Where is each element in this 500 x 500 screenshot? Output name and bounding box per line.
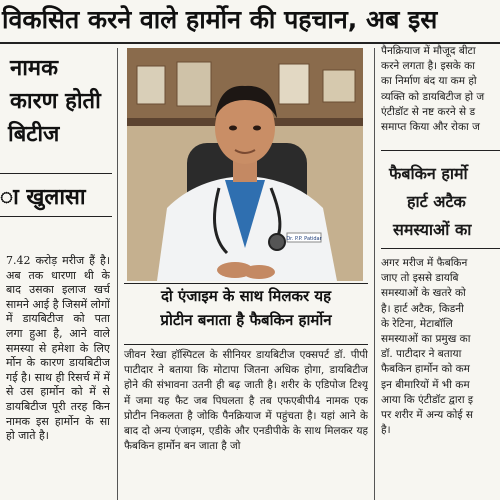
right-body-line: पर शरीर में अन्य कोई स xyxy=(381,409,473,422)
left-heading-line: नामक xyxy=(10,56,58,81)
right-rule xyxy=(381,248,500,249)
name-tag-text: Dr. P.P. Patidar xyxy=(286,236,322,242)
right-body-line: समस्याओं का प्रमुख का xyxy=(381,333,471,346)
right-body-line: इन बीमारियों में भी कम xyxy=(381,378,470,391)
left-rule xyxy=(0,173,112,174)
left-rule xyxy=(0,216,112,217)
right-heading-line: फैबकिन हार्मो xyxy=(389,164,468,183)
right-top-line: व्यक्ति को डायबिटीज हो ज xyxy=(381,90,485,103)
right-body-line: आया कि एंटीडॉट द्वारा इ xyxy=(381,393,474,406)
right-column-heading xyxy=(381,160,500,244)
right-body-line: अगर मरीज में फैबकिन xyxy=(381,257,468,269)
right-top-text xyxy=(381,44,500,135)
right-top-line: पैनक्रियाज में मौजूद बीटा xyxy=(381,45,476,57)
headline: विकसित करने वाले हार्मोन की पहचान, अब इस xyxy=(2,5,438,34)
left-heading-line: बिटीज xyxy=(8,122,60,147)
doctor-illustration xyxy=(127,48,363,281)
right-body-line: के रेटिना, मेटाबॉलि xyxy=(381,317,453,330)
right-body-line: डॉ. पाटीदार ने बताया xyxy=(381,348,462,361)
right-heading-line: समस्याओं का xyxy=(393,220,472,239)
column-divider xyxy=(117,48,118,500)
photo-caption xyxy=(131,284,361,342)
right-rule xyxy=(381,150,500,151)
right-body-line: है। हार्ट अटैक, किडनी xyxy=(381,302,464,315)
right-body-line: फैबकिन हार्मोन को कम xyxy=(381,363,470,376)
caption-rule xyxy=(124,344,368,345)
right-body-line: समस्याओं के खतरे को xyxy=(381,287,466,300)
middle-body-text: जीवन रेखा हॉस्पिटल के सीनियर डायबिटीज एक्सपर्ट डॉ. पीपी पाटीदार ने बताया कि मोटापा जितना अधिक होगा, डायबिटीज होने की संभावना उतनी ही बढ़ जाती है। शरीर के एडिपोज टिश्यू में जमा यह फैट जब पिघलता है तब एफएबीपी4 नामक एक प्रोटीन निकलता है जोकि पैनक्रियाज में पहुंचता है। यहां आने के बाद दो अन्य एंजाइम, एडीके और एनडीपीके के साथ मिलकर यह फैबकिन हार्मोन बन जाता है जो xyxy=(124,349,368,453)
right-heading-line: हार्ट अटैक xyxy=(407,192,466,211)
column-divider xyxy=(374,48,375,500)
right-body-line: है। xyxy=(381,424,391,437)
left-subheading: ा खुलासा xyxy=(0,185,86,210)
right-body-line: जाए तो इससे डायबि xyxy=(381,272,459,285)
right-top-line: करने लगता है। इसके का xyxy=(381,60,475,73)
caption-line: प्रोटीन बनाता है फैबकिन हार्मोन xyxy=(160,311,332,329)
left-column-heading xyxy=(0,52,112,151)
right-body-text xyxy=(381,256,500,438)
right-top-line: एंटीडॉट से नष्ट करने से ड xyxy=(381,105,476,118)
right-top-line: का निर्माण बंद या कम हो xyxy=(381,75,477,88)
right-top-line: समाप्त किया और रोका ज xyxy=(381,121,480,134)
doctor-photo xyxy=(127,48,363,281)
left-body-text: 7.42 करोड़ मरीज हैं है। अब तक धारणा थी के बाद उसका इलाज खर्च सामने आई है जिसमें लोगों में डायबिटीज को पता लगा हुआ है, आने वाले समस्या से हमेशा के लिए र्मोन के कारण डायबिटीज गई है। साथ ही रिसर्च में में से उस हार्मोन को में से डायबिटीज पूरी तरह किन नामक इस हार्मोन के सा हो जाते है। xyxy=(6,254,110,443)
left-heading-line: कारण होती xyxy=(10,89,101,114)
caption-line: दो एंजाइम के साथ मिलकर यह xyxy=(160,287,332,305)
